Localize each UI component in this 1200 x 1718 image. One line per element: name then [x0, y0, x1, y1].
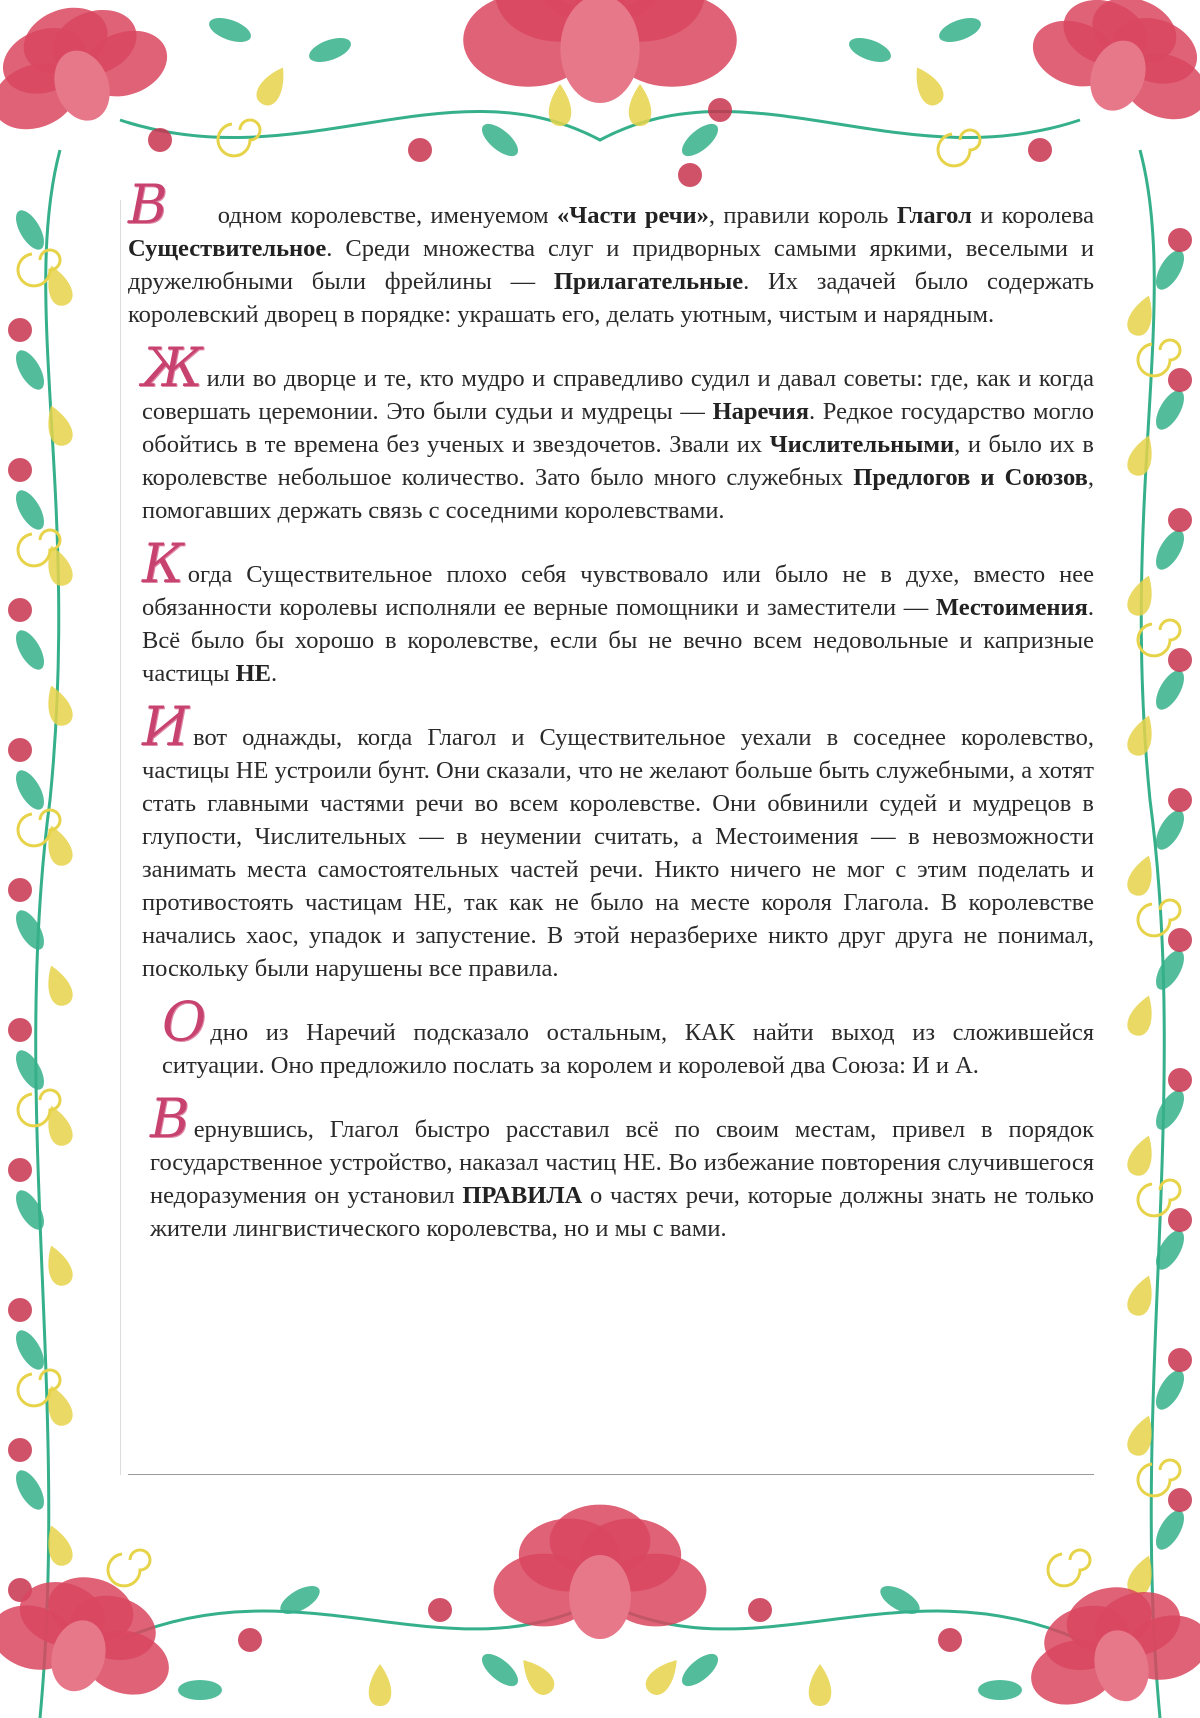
leaf-icon — [10, 906, 49, 954]
leaf-icon — [10, 1046, 49, 1094]
berry-icon — [1168, 788, 1192, 812]
leaf-icon — [10, 1466, 49, 1514]
flower-icon — [1013, 1566, 1200, 1718]
paragraph — [128, 532, 1094, 690]
berry-icon — [938, 1628, 962, 1652]
leaf-icon — [978, 1680, 1022, 1700]
yellow-drop-icon — [252, 62, 293, 110]
text-run: . Их задачей было содержать королевский дворец в порядке: украшать его, делать уютным, чистым и нарядным. — [128, 268, 1094, 328]
berry-icon — [8, 318, 32, 342]
bold-term: «Части речи» — [556, 202, 709, 229]
yellow-drop-icon — [41, 402, 77, 449]
leaf-icon — [846, 33, 894, 67]
bold-term: Предлогов и Союзов — [853, 464, 1088, 491]
text-run: , правили король — [708, 202, 897, 229]
berry-icon — [8, 598, 32, 622]
swirl-icon — [108, 1550, 150, 1586]
yellow-drop-icon — [1124, 712, 1160, 759]
bold-term: Глагол — [896, 202, 972, 229]
paragraph-body — [142, 561, 1094, 687]
paragraph-body — [162, 1019, 1094, 1079]
berry-icon — [428, 1598, 452, 1622]
yellow-drop-icon — [1124, 1132, 1160, 1179]
leaf-icon — [10, 766, 49, 814]
berry-icon — [1168, 648, 1192, 672]
berry-icon — [238, 1628, 262, 1652]
flower-icon — [1020, 0, 1200, 141]
leaf-icon — [10, 206, 49, 254]
yellow-drop-icon — [1124, 432, 1160, 479]
berry-icon — [1168, 1208, 1192, 1232]
text-run: дно из Наречий подсказало остальным, КАК найти выход из сложившейся ситуации. Оно предложило послать за королем и королевой два Союза: И и А. — [162, 1019, 1094, 1079]
leaf-icon — [10, 486, 49, 534]
berry-icon — [748, 1598, 772, 1622]
leaf-icon — [1150, 1226, 1189, 1274]
paragraph-body — [150, 1116, 1094, 1242]
fairy-tale-text — [128, 173, 1094, 1267]
berry-icon — [678, 163, 702, 187]
bold-term: Существительное — [128, 235, 327, 262]
leaf-icon — [477, 118, 524, 162]
leaf-icon — [178, 1680, 222, 1700]
yellow-drop-icon — [41, 1102, 77, 1149]
bold-term: НЕ — [235, 660, 271, 687]
yellow-drop-icon — [369, 1664, 392, 1706]
yellow-drop-icon — [1124, 852, 1160, 899]
text-run: вот однажды, когда Глагол и Существительное уехали в соседнее королевство, частицы НЕ устроили бунт. Они сказали, что не желают больше быть служебными, а хотят стать главными частями речи во всем королевстве. Они обвинили судей и мудрецов в глупости, Числительных — в неумении считать, а Местоимения — в невозможности занимать места самостоятельных частей речи. Никто ничего не мог с этим поделать и противостоять частицам НЕ, так как не было на месте короля Глагола. В королевстве начались хаос, упадок и запустение. В этой неразберихе никто друг друга не понимал, поскольку были нарушены все правила. — [142, 724, 1094, 982]
leaf-icon — [1150, 246, 1189, 294]
flower-icon — [0, 1556, 187, 1714]
yellow-drop-icon — [809, 1664, 832, 1706]
leaf-icon — [306, 33, 354, 67]
berry-icon — [1028, 138, 1052, 162]
leaf-icon — [10, 1186, 49, 1234]
leaf-icon — [1150, 1506, 1189, 1554]
bold-term: Числительными — [769, 431, 955, 458]
berry-icon — [8, 738, 32, 762]
vine-top — [120, 111, 1080, 140]
drop-cap: К — [142, 532, 184, 595]
berry-icon — [1168, 508, 1192, 532]
berry-icon — [1168, 1488, 1192, 1512]
yellow-drop-icon — [907, 62, 948, 110]
paragraph — [128, 336, 1094, 527]
berry-icon — [708, 98, 732, 122]
berry-icon — [1168, 228, 1192, 252]
text-run: , помогавших держать связь с соседними королевствами. — [142, 464, 1094, 524]
yellow-drop-icon — [549, 84, 572, 126]
berry-icon — [1168, 928, 1192, 952]
bold-term: Местоимения — [935, 594, 1088, 621]
text-run: . Редкое государство могло обойтись в те времена без ученых и звездочетов. Звали их — [142, 398, 1094, 458]
flower-icon — [494, 1505, 707, 1639]
swirl-icon — [1048, 1550, 1090, 1586]
paragraph-body — [128, 202, 1094, 328]
text-run: . Среди множества слуг и придворных самыми яркими, веселыми и дружелюбными были фрейлины — — [128, 235, 1094, 295]
text-run: . Всё было бы хорошо в королевстве, если бы не вечно всем недовольные и капризные частицы — [142, 594, 1094, 687]
berry-icon — [8, 878, 32, 902]
yellow-drop-icon — [41, 962, 77, 1009]
yellow-drop-icon — [641, 1653, 685, 1700]
leaf-icon — [206, 13, 254, 47]
text-run: огда Существительное плохо себя чувствовало или было не в духе, вместо нее обязанности королевы исполняли ее верные помощники и заместители — — [142, 561, 1094, 621]
leaf-icon — [1150, 526, 1189, 574]
leaf-icon — [1150, 946, 1189, 994]
bottom-rule — [128, 1474, 1094, 1475]
leaf-icon — [936, 13, 984, 47]
leaf-icon — [1150, 1086, 1189, 1134]
text-run: , и было их в королевстве небольшое количество. Зато было много служебных — [142, 431, 1094, 491]
berry-icon — [1168, 1068, 1192, 1092]
yellow-drop-icon — [1124, 1272, 1160, 1319]
text-run: о частях речи, которые должны знать не только жители лингвистического королевства, но и мы с вами. — [150, 1182, 1094, 1242]
leaf-icon — [677, 118, 724, 162]
leaf-icon — [10, 346, 49, 394]
drop-cap: Ж — [142, 336, 203, 399]
text-run: ернувшись, Глагол быстро расставил всё по своим местам, привел в порядок государственное устройство, наказал частиц НЕ. Во избежание повторения случившегося недоразумения он установил — [150, 1116, 1094, 1209]
drop-cap: В — [150, 1087, 190, 1150]
berry-icon — [1168, 1348, 1192, 1372]
leaf-icon — [1150, 386, 1189, 434]
bold-term: Наречия — [712, 398, 809, 425]
berry-icon — [8, 458, 32, 482]
berry-icon — [408, 138, 432, 162]
yellow-drop-icon — [1124, 992, 1160, 1039]
bold-term: Прилагательные — [553, 268, 744, 295]
paragraph — [128, 1087, 1094, 1245]
yellow-drop-icon — [515, 1653, 559, 1700]
paragraph — [128, 695, 1094, 985]
berry-icon — [8, 1298, 32, 1322]
berry-icon — [148, 128, 172, 152]
text-run: и королева — [971, 202, 1094, 229]
yellow-drop-icon — [41, 1522, 77, 1569]
drop-cap: И — [142, 695, 190, 758]
margin-line — [120, 200, 121, 1475]
paragraph-body — [142, 724, 1094, 982]
paragraph — [128, 173, 1094, 331]
berry-icon — [1168, 368, 1192, 392]
berry-icon — [8, 1018, 32, 1042]
paragraph-body — [142, 365, 1094, 524]
leaf-icon — [677, 1648, 724, 1692]
text-run: одном королевстве, именуемом — [217, 202, 557, 229]
leaf-icon — [477, 1648, 524, 1692]
bold-term: ПРАВИЛА — [462, 1182, 583, 1209]
leaf-icon — [1150, 666, 1189, 714]
yellow-drop-icon — [41, 1242, 77, 1289]
yellow-drop-icon — [629, 84, 652, 126]
text-run: или во дворце и те, кто мудро и справедливо судил и давал советы: где, как и когда совершать церемонии. Это были судьи и мудрецы — — [142, 365, 1094, 425]
flower-icon — [463, 0, 737, 103]
berry-icon — [8, 1158, 32, 1182]
text-run: . — [271, 660, 278, 687]
swirl-icon — [938, 130, 980, 166]
berry-icon — [8, 1438, 32, 1462]
leaf-icon — [10, 626, 49, 674]
drop-cap: В — [128, 173, 168, 236]
paragraph — [128, 990, 1094, 1082]
drop-cap: О — [162, 990, 207, 1053]
leaf-icon — [1150, 1366, 1189, 1414]
